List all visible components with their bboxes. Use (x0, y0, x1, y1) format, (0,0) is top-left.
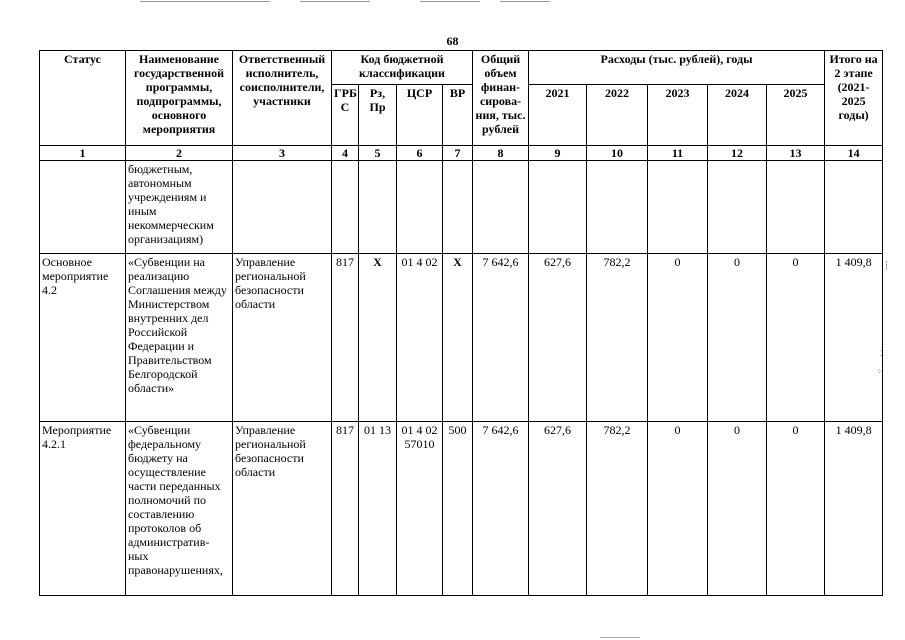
cell-2021: 627,6 (529, 254, 587, 422)
header-expenses: Расходы (тыс. рублей), годы (529, 51, 825, 85)
cell-stage-total: 1 409,8 (825, 254, 883, 422)
cell-total: 7 642,6 (473, 254, 529, 422)
cell-2021 (529, 161, 587, 254)
header-vr: ВР (443, 85, 473, 146)
cell-2024: 0 (708, 422, 767, 596)
cell-2022 (587, 161, 648, 254)
cell-2023 (648, 161, 708, 254)
header-year-2023: 2023 (648, 85, 708, 146)
column-number-row (40, 146, 883, 161)
header-year-2024: 2024 (708, 85, 767, 146)
header-grbs: ГРБ С (332, 85, 359, 146)
cell-2024: 0 (708, 254, 767, 422)
header-year-2022: 2022 (587, 85, 648, 146)
cell-executor (233, 161, 332, 254)
scan-bottom-edge (600, 637, 640, 638)
header-year-2025: 2025 (767, 85, 825, 146)
cell-csr: 01 4 02 57010 (397, 422, 443, 596)
cell-2022: 782,2 (587, 422, 648, 596)
col-num: 4 (332, 146, 359, 161)
col-num: 2 (126, 146, 233, 161)
cell-rz-pr (359, 161, 397, 254)
cell-2025 (767, 161, 825, 254)
header-total-volume: Общий объем финан- сирова- ния, тыс. рублей (473, 51, 529, 146)
col-num: 11 (648, 146, 708, 161)
cell-grbs: 817 (332, 254, 359, 422)
header-stage-total: Итого на 2 этапе (2021- 2025 годы) (825, 51, 883, 146)
cell-vr (443, 161, 473, 254)
cell-name: «Субвенции на реализацию Соглашения между Министерством внутренних дел Российской Федерации и Правительством Белгородской области» (126, 254, 233, 422)
scan-top-edge (0, 0, 905, 3)
cell-2021: 627,6 (529, 422, 587, 596)
header-year-2021: 2021 (529, 85, 587, 146)
col-num: 8 (473, 146, 529, 161)
cell-grbs: 817 (332, 422, 359, 596)
header-row-1 (40, 51, 883, 85)
page-number: 68 (446, 34, 459, 48)
cell-total: 7 642,6 (473, 422, 529, 596)
scan-artifact-mark: ⁚ (880, 349, 883, 358)
table-row (40, 254, 883, 422)
col-num: 7 (443, 146, 473, 161)
cell-csr (397, 161, 443, 254)
col-num: 14 (825, 146, 883, 161)
cell-total (473, 161, 529, 254)
cell-2025: 0 (767, 422, 825, 596)
col-num: 9 (529, 146, 587, 161)
cell-vr: Х (443, 254, 473, 422)
header-rz-pr: Рз, Пр (359, 85, 397, 146)
header-executor: Ответственный исполнитель, соисполнители, участники (233, 51, 332, 146)
cell-rz-pr: 01 13 (359, 422, 397, 596)
scan-artifact-mark: ┆ (884, 261, 889, 270)
cell-grbs (332, 161, 359, 254)
col-num: 1 (40, 146, 126, 161)
budget-expenses-table (39, 50, 883, 596)
cell-stage-total (825, 161, 883, 254)
cell-2023: 0 (648, 422, 708, 596)
cell-status: Основное мероприятие 4.2 (40, 254, 126, 422)
scan-artifact-mark: ⁘ (876, 367, 883, 376)
table-row (40, 161, 883, 254)
header-budget-code: Код бюджетной классификации (332, 51, 473, 85)
col-num: 6 (397, 146, 443, 161)
cell-name: «Субвенции федеральному бюджету на осуществление части переданных полномочий по составлению протоколов об административ- ных правонарушениях, (126, 422, 233, 596)
cell-rz-pr: Х (359, 254, 397, 422)
table-row (40, 422, 883, 596)
cell-executor: Управление региональной безопасности области (233, 254, 332, 422)
cell-status: Мероприятие 4.2.1 (40, 422, 126, 596)
col-num: 10 (587, 146, 648, 161)
cell-2024 (708, 161, 767, 254)
col-num: 12 (708, 146, 767, 161)
cell-executor: Управление региональной безопасности области (233, 422, 332, 596)
header-status: Статус (40, 51, 126, 146)
cell-status (40, 161, 126, 254)
header-program-name: Наименование государственной программы, подпрограммы, основного мероприятия (126, 51, 233, 146)
col-num: 3 (233, 146, 332, 161)
cell-2022: 782,2 (587, 254, 648, 422)
cell-vr: 500 (443, 422, 473, 596)
cell-stage-total: 1 409,8 (825, 422, 883, 596)
col-num: 5 (359, 146, 397, 161)
col-num: 13 (767, 146, 825, 161)
cell-csr: 01 4 02 (397, 254, 443, 422)
cell-2023: 0 (648, 254, 708, 422)
cell-name: бюджетным, автономным учреждениям и иным некоммерческим организациям) (126, 161, 233, 254)
cell-2025: 0 (767, 254, 825, 422)
header-csr: ЦСР (397, 85, 443, 146)
